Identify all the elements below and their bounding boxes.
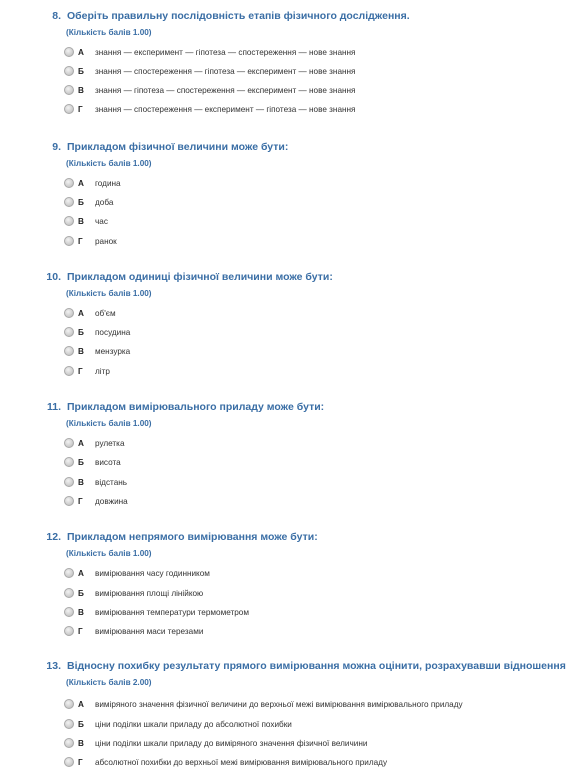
answer-option-h[interactable] xyxy=(64,364,110,378)
radio-button[interactable] xyxy=(64,568,74,578)
question-points: (Кількість балів 1.00) xyxy=(66,549,152,558)
radio-button[interactable] xyxy=(64,178,74,188)
option-letter: А xyxy=(78,178,84,188)
answer-option-v[interactable] xyxy=(64,475,127,489)
option-text: вимірювання температури термометром xyxy=(95,607,249,617)
radio-button[interactable] xyxy=(64,85,74,95)
radio-button[interactable] xyxy=(64,738,74,748)
answer-option-v[interactable] xyxy=(64,736,367,750)
option-letter: Г xyxy=(78,757,83,767)
question-number: 13. xyxy=(46,660,61,672)
radio-button[interactable] xyxy=(64,308,74,318)
radio-button[interactable] xyxy=(64,47,74,57)
answer-option-b[interactable] xyxy=(64,455,121,469)
option-letter: В xyxy=(78,738,84,748)
answer-option-a[interactable] xyxy=(64,306,116,320)
option-text: доба xyxy=(95,197,114,207)
answer-option-v[interactable] xyxy=(64,605,249,619)
answer-option-h[interactable] xyxy=(64,755,387,769)
option-text: година xyxy=(95,178,121,188)
option-text: вимірювання площі лінійкою xyxy=(95,588,204,598)
question-text: Прикладом вимірювального приладу може бути: xyxy=(67,401,325,413)
question-points: (Кількість балів 1.00) xyxy=(66,419,152,428)
option-text: вимірювання часу годинником xyxy=(95,568,210,578)
option-text: знання — гіпотеза — спостереження — експеримент — нове знання xyxy=(95,85,356,95)
answer-option-b[interactable] xyxy=(64,325,130,339)
question-title xyxy=(0,660,576,672)
option-text: знання — експеримент — гіпотеза — спостереження — нове знання xyxy=(95,47,356,57)
option-letter: Б xyxy=(78,457,84,467)
answer-option-a[interactable] xyxy=(64,176,121,190)
question-number: 9. xyxy=(52,141,61,153)
radio-button[interactable] xyxy=(64,216,74,226)
option-letter: А xyxy=(78,568,84,578)
answer-option-b[interactable] xyxy=(64,64,355,78)
answer-option-a[interactable] xyxy=(64,566,210,580)
question-text: Прикладом непрямого вимірювання може бути: xyxy=(67,531,318,543)
option-text: рулетка xyxy=(95,438,125,448)
radio-button[interactable] xyxy=(64,104,74,114)
option-letter: Б xyxy=(78,327,84,337)
answer-option-b[interactable] xyxy=(64,195,113,209)
answer-option-b[interactable] xyxy=(64,717,292,731)
option-letter: Г xyxy=(78,626,83,636)
radio-button[interactable] xyxy=(64,438,74,448)
option-letter: Г xyxy=(78,496,83,506)
question-title xyxy=(0,10,410,22)
option-text: літр xyxy=(95,366,110,376)
option-text: довжина xyxy=(95,496,128,506)
radio-button[interactable] xyxy=(64,197,74,207)
question-points: (Кількість балів 1.00) xyxy=(66,28,152,37)
option-text: час xyxy=(95,216,108,226)
option-letter: Б xyxy=(78,197,84,207)
question-points: (Кількість балів 1.00) xyxy=(66,289,152,298)
option-text: ціни поділки шкали приладу до виміряного значення фізичної величини xyxy=(95,738,368,748)
option-letter: Б xyxy=(78,588,84,598)
radio-button[interactable] xyxy=(64,457,74,467)
answer-option-a[interactable] xyxy=(64,436,125,450)
option-letter: В xyxy=(78,477,84,487)
question-number: 11. xyxy=(46,401,61,413)
radio-button[interactable] xyxy=(64,757,74,767)
radio-button[interactable] xyxy=(64,477,74,487)
answer-option-h[interactable] xyxy=(64,624,203,638)
question-text: Прикладом одиниці фізичної величини може бути: xyxy=(67,271,333,283)
option-letter: В xyxy=(78,607,84,617)
radio-button[interactable] xyxy=(64,236,74,246)
question-points: (Кількість балів 1.00) xyxy=(66,159,152,168)
option-letter: Г xyxy=(78,104,83,114)
option-text: знання — спостереження — експеримент — гіпотеза — нове знання xyxy=(95,104,356,114)
answer-option-a[interactable] xyxy=(64,697,463,711)
radio-button[interactable] xyxy=(64,327,74,337)
question-title xyxy=(0,401,324,413)
answer-option-a[interactable] xyxy=(64,45,355,59)
option-text: виміряного значення фізичної величини до верхньої межі вимірювання вимірювального приладу xyxy=(95,699,463,709)
question-number: 10. xyxy=(46,271,61,283)
radio-button[interactable] xyxy=(64,496,74,506)
option-text: знання — спостереження — гіпотеза — експеримент — нове знання xyxy=(95,66,356,76)
option-text: абсолютної похибки до верхньої межі вимірювання вимірювального приладу xyxy=(95,757,388,767)
answer-option-b[interactable] xyxy=(64,586,203,600)
radio-button[interactable] xyxy=(64,346,74,356)
answer-option-v[interactable] xyxy=(64,344,130,358)
radio-button[interactable] xyxy=(64,607,74,617)
question-points: (Кількість балів 2.00) xyxy=(66,678,152,687)
radio-button[interactable] xyxy=(64,699,74,709)
question-text: Відносну похибку результату прямого вимірювання можна оцінити, розрахувавши відношення xyxy=(67,660,566,672)
option-letter: Г xyxy=(78,366,83,376)
radio-button[interactable] xyxy=(64,588,74,598)
option-letter: А xyxy=(78,47,84,57)
option-text: відстань xyxy=(95,477,128,487)
answer-option-h[interactable] xyxy=(64,494,128,508)
option-letter: Г xyxy=(78,236,83,246)
option-text: посудина xyxy=(95,327,131,337)
option-text: ціни поділки шкали приладу до абсолютної похибки xyxy=(95,719,292,729)
option-text: мензурка xyxy=(95,346,131,356)
option-letter: В xyxy=(78,216,84,226)
question-text: Оберіть правильну послідовність етапів фізичного дослідження. xyxy=(67,10,410,22)
answer-option-v[interactable] xyxy=(64,83,355,97)
option-letter: А xyxy=(78,308,84,318)
question-title xyxy=(0,531,318,543)
question-title xyxy=(0,141,288,153)
radio-button[interactable] xyxy=(64,366,74,376)
option-text: висота xyxy=(95,457,121,467)
radio-button[interactable] xyxy=(64,66,74,76)
question-title xyxy=(0,271,333,283)
answer-option-h[interactable] xyxy=(64,102,355,116)
question-number: 8. xyxy=(52,10,61,22)
answer-option-v[interactable] xyxy=(64,214,108,228)
option-letter: А xyxy=(78,699,84,709)
option-letter: Б xyxy=(78,66,84,76)
question-text: Прикладом фізичної величини може бути: xyxy=(67,141,289,153)
option-letter: В xyxy=(78,85,84,95)
option-text: об'єм xyxy=(95,308,116,318)
option-letter: В xyxy=(78,346,84,356)
answer-option-h[interactable] xyxy=(64,234,117,248)
option-text: вимірювання маси терезами xyxy=(95,626,204,636)
radio-button[interactable] xyxy=(64,626,74,636)
radio-button[interactable] xyxy=(64,719,74,729)
option-letter: Б xyxy=(78,719,84,729)
question-number: 12. xyxy=(46,531,61,543)
option-text: ранок xyxy=(95,236,117,246)
option-letter: А xyxy=(78,438,84,448)
